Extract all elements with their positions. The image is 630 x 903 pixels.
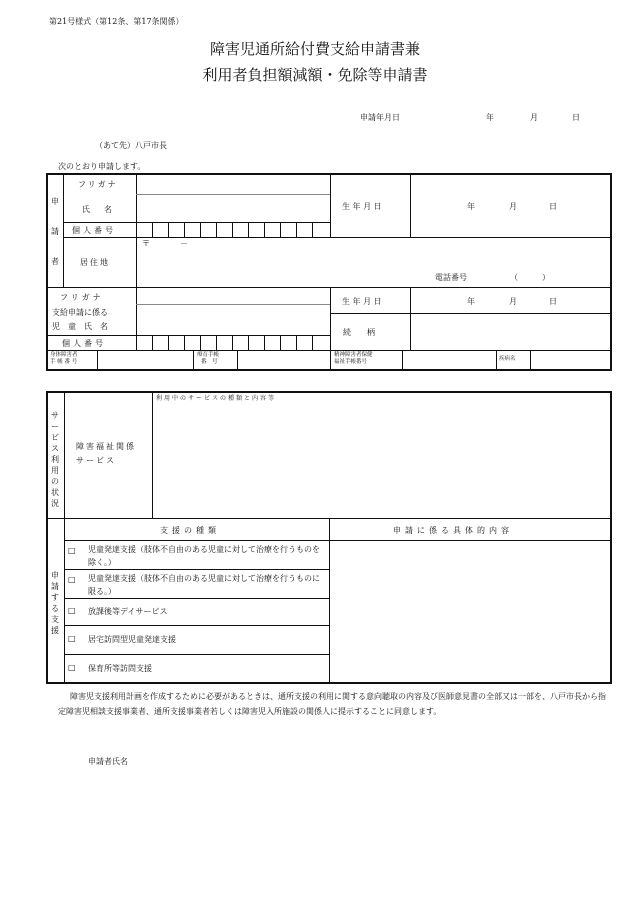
applicant-section-label: 申 請 者 (51, 197, 59, 266)
child-furigana-label: フリガナ (60, 293, 104, 302)
phone-parens: （ ） (510, 273, 550, 282)
checkbox[interactable]: □ (68, 575, 76, 584)
child-name-label-2: 児 童 氏 名 (52, 322, 108, 331)
mental-handbook-label: 精神障害者保健 福祉手帳番号 (334, 352, 373, 365)
checkbox[interactable]: □ (68, 546, 76, 555)
child-birth-year: 年 (467, 297, 475, 306)
title-line-1: 障害児通所給付費支給申請書兼 (209, 40, 420, 58)
welfare-service-label: 障害福祉関係サービス (76, 442, 136, 465)
child-relation-label: 続 柄 (343, 328, 375, 337)
application-date-day: 日 (572, 113, 580, 122)
form-number: 第21号様式（第12条、第17条関係） (49, 17, 184, 26)
application-date-month: 月 (530, 113, 538, 122)
applicant-birth-month: 月 (509, 202, 517, 211)
applicant-birth-label: 生 年 月 日 (342, 202, 382, 211)
service-status-section-label: サ ー ビ ス 利 用 の 状 況 (51, 411, 59, 508)
phone-label: 電話番号 (435, 273, 467, 282)
consent-text: 障害児支援利用計画を作成するために必要があるときは、通所支援の利用に関する意向聴取の内容及び医師意見書の全部又は一部を、八戸市長から指定障害児相談支援事業者、通所支援事業者若しくは障害児入所施設の関係人に提示することに同意します。 (58, 692, 606, 716)
child-birth-label: 生 年 月 日 (342, 297, 382, 306)
title-line-2: 利用者負担額減額・免除等申請書 (202, 66, 428, 84)
disease-label: 疾病名 (499, 356, 516, 362)
checkbox[interactable]: □ (68, 634, 76, 643)
support-section-label: 申 請 す る 支 援 (51, 571, 59, 635)
applicant-name-label: 氏 名 (82, 205, 115, 214)
checkbox[interactable]: □ (68, 606, 76, 615)
ryoiku-handbook-label: 療育手帳 番 号 (197, 352, 220, 365)
application-date-label: 申請年月日 (360, 113, 400, 122)
support-content-header: 申請に係る具体的内容 (393, 526, 513, 535)
addressee: （あて先）八戸市長 (95, 141, 167, 150)
child-name-label-1: 支給申請に係る (52, 308, 108, 317)
child-birth-day: 日 (549, 297, 557, 306)
support-item-label: 保育所等訪問支援 (88, 664, 152, 673)
application-date-year: 年 (486, 113, 494, 122)
service-content-header: 利用中のサービスの種類と内容等 (156, 395, 277, 402)
intro-text: 次のとおり申請します。 (58, 162, 146, 171)
physical-handbook-label: 身体障害者 手 帳 番 号 (50, 352, 78, 365)
signature-label: 申請者氏名 (88, 757, 128, 766)
support-type-header: 支援の種類 (160, 526, 220, 535)
support-item-label: 放課後等デイサービス (88, 607, 168, 616)
support-item-label: 居宅訪問型児童発達支援 (88, 635, 176, 644)
postal-dash: － (180, 239, 188, 248)
support-item-label: 児童発達支援（肢体不自由のある児童に対して治療を行うものに限る。） (88, 574, 320, 596)
applicant-personal-number-label: 個人番号 (72, 226, 116, 235)
applicant-address-label: 居住地 (80, 258, 110, 267)
applicant-birth-year: 年 (467, 202, 475, 211)
child-birth-month: 月 (509, 297, 517, 306)
applicant-furigana-label: フリガナ (78, 180, 118, 189)
child-personal-number-label: 個人番号 (62, 339, 106, 348)
applicant-birth-day: 日 (549, 202, 557, 211)
checkbox[interactable]: □ (68, 663, 76, 672)
postal-mark: 〒 (142, 239, 150, 248)
support-item-label: 児童発達支援（肢体不自由のある児童に対して治療を行うものを除く。） (88, 545, 320, 567)
